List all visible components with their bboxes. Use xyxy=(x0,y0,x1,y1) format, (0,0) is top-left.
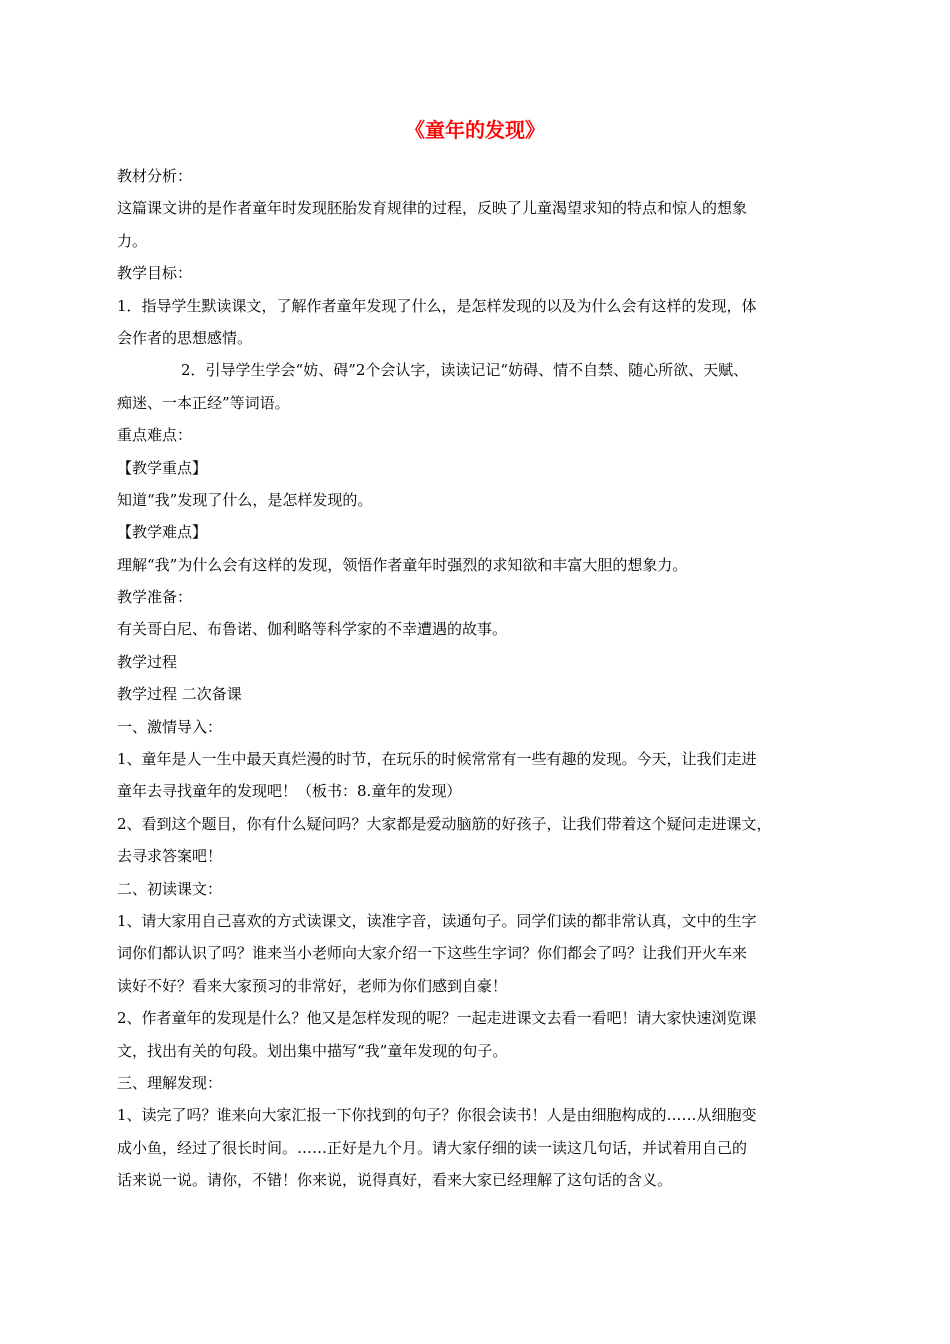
text-line: 【教学难点】 xyxy=(117,523,208,542)
text-line: 痴迷、一本正经”等词语。 xyxy=(117,393,290,412)
text-line: 1、童年是人一生中最天真烂漫的时节，在玩乐的时候常常有一些有趣的发现。今天，让我们走进 xyxy=(117,750,757,769)
text-line: 教学准备： xyxy=(117,588,193,607)
text-line: 2．引导学生学会“妨、碍”2个会认字，读读记记“妨碍、情不自禁、随心所欲、天赋、 xyxy=(181,361,749,380)
text-line: 读好不好？看来大家预习的非常好，老师为你们感到自豪！ xyxy=(117,976,508,995)
text-line: 教学过程 二次备课 xyxy=(117,685,242,704)
text-line: 力。 xyxy=(117,231,148,250)
text-line: 2、作者童年的发现是什么？他又是怎样发现的呢？一起走进课文去看一看吧！请大家快速浏览课 xyxy=(117,1009,757,1028)
document-body xyxy=(117,160,839,1197)
text-line: 1、请大家用自己喜欢的方式读课文，读准字音，读通句子。同学们读的都非常认真，文中的生字 xyxy=(117,911,757,930)
text-line: 去寻求答案吧！ xyxy=(117,847,223,866)
text-line: 成小鱼，经过了很长时间。……正好是九个月。请大家仔细的读一读这几句话，并试着用自己的 xyxy=(117,1138,748,1157)
text-line: 童年去寻找童年的发现吧！（板书：8.童年的发现） xyxy=(117,782,462,801)
text-line: 1、读完了吗？谁来向大家汇报一下你找到的句子？你很会读书！人是由细胞构成的……从细胞变 xyxy=(117,1106,757,1125)
text-line: 有关哥白尼、布鲁诺、伽利略等科学家的不幸遭遇的故事。 xyxy=(117,620,508,639)
document-title: 《童年的发现》 xyxy=(405,118,545,142)
text-line: 文，找出有关的句段。划出集中描写“我”童年发现的句子。 xyxy=(117,1041,508,1060)
text-line: 教学过程 xyxy=(117,652,178,671)
text-line: 知道“我”发现了什么，是怎样发现的。 xyxy=(117,490,373,509)
text-line: 1．指导学生默读课文，了解作者童年发现了什么，是怎样发现的以及为什么会有这样的发现，体 xyxy=(117,296,757,315)
text-line: 会作者的思想感情。 xyxy=(117,328,253,347)
text-line: 话来说一说。请你，不错！你来说，说得真好，看来大家已经理解了这句话的含义。 xyxy=(117,1171,673,1190)
text-line: 重点难点： xyxy=(117,426,193,445)
text-line: 教材分析： xyxy=(117,167,193,185)
text-line: 这篇课文讲的是作者童年时发现胚胎发育规律的过程，反映了儿童渴望求知的特点和惊人的想象 xyxy=(117,199,748,218)
text-line: 一、激情导入： xyxy=(117,717,223,736)
text-line: 【教学重点】 xyxy=(117,458,208,477)
text-line: 词你们都认识了吗？谁来当小老师向大家介绍一下这些生字词？你们都会了吗？让我们开火车来 xyxy=(117,944,748,963)
text-line: 教学目标： xyxy=(117,264,193,283)
text-line: 2、看到这个题目，你有什么疑问吗？大家都是爱动脑筋的好孩子，让我们带着这个疑问走进课文， xyxy=(117,814,772,833)
text-line: 三、理解发现： xyxy=(117,1073,223,1092)
text-line: 理解“我”为什么会有这样的发现，领悟作者童年时强烈的求知欲和丰富大胆的想象力。 xyxy=(117,555,688,574)
text-line: 二、初读课文： xyxy=(117,879,223,898)
